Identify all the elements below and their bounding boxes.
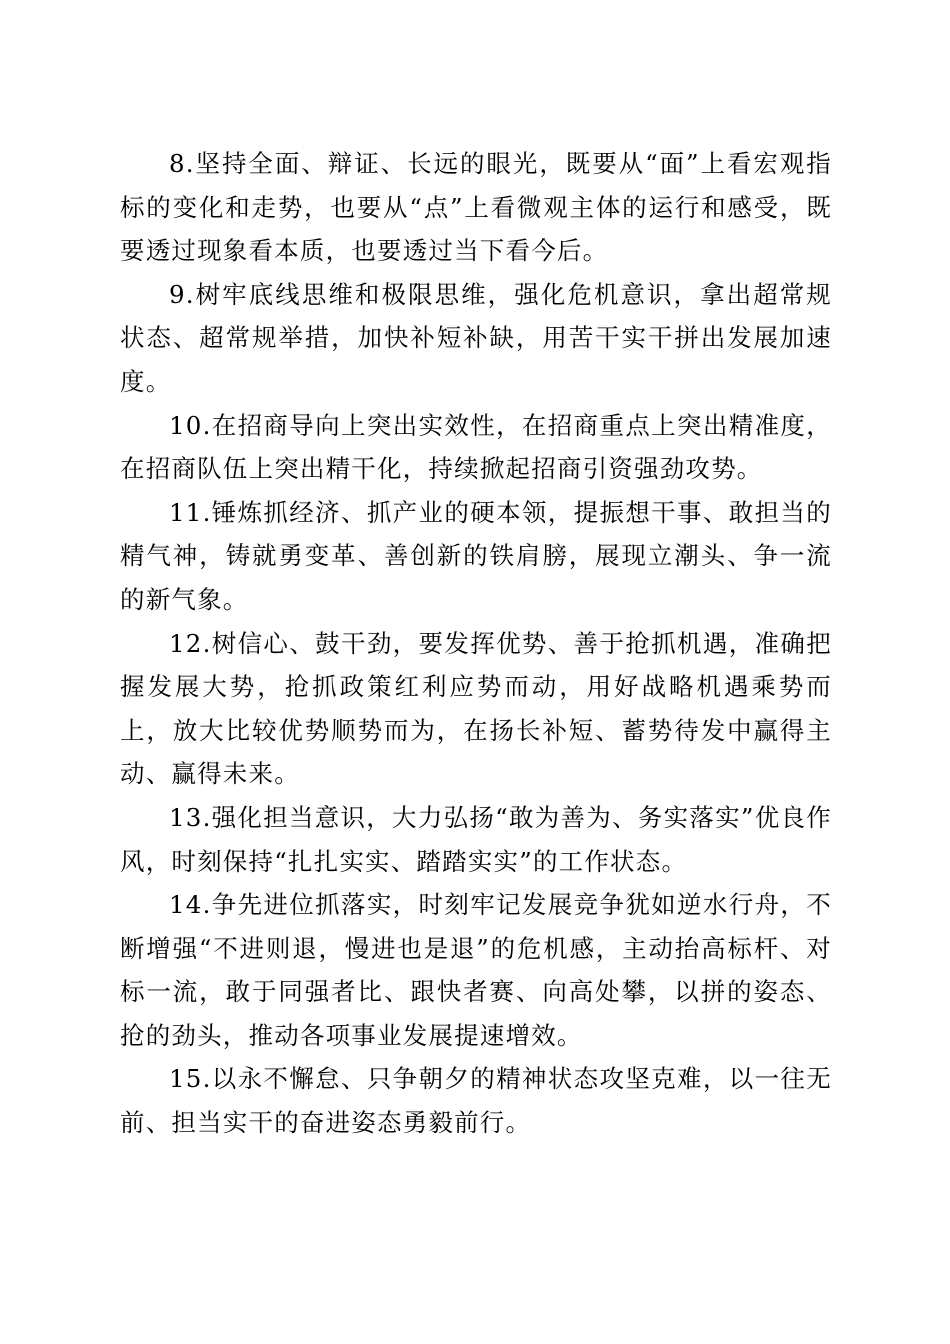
paragraph-item-9: 9.树牢底线思维和极限思维，强化危机意识，拿出超常规状态、超常规举措，加快补短补缺，用苦干实干拼出发展加速度。 bbox=[120, 279, 832, 396]
paragraph-item-13: 13.强化担当意识，大力弘扬“敢为善为、务实落实”优良作风，时刻保持“扎扎实实、踏踏实实”的工作状态。 bbox=[120, 802, 832, 876]
paragraph-item-8: 8.坚持全面、辩证、长远的眼光，既要从“面”上看宏观指标的变化和走势，也要从“点”上看微观主体的运行和感受，既要透过现象看本质，也要透过当下看今后。 bbox=[120, 149, 832, 266]
paragraph-item-14: 14.争先进位抓落实，时刻牢记发展竞争犹如逆水行舟，不断增强“不进则退，慢进也是退”的危机感，主动抬高标杆、对标一流，敢于同强者比、跟快者赛、向高处攀，以拼的姿态、抢的劲头，推动各项事业发展提速增效。 bbox=[120, 890, 832, 1050]
paragraph-item-15: 15.以永不懈怠、只争朝夕的精神状态攻坚克难，以一往无前、担当实干的奋进姿态勇毅前行。 bbox=[120, 1064, 832, 1138]
document-page bbox=[120, 142, 832, 1145]
paragraph-item-10: 10.在招商导向上突出实效性，在招商重点上突出精准度，在招商队伍上突出精干化，持续掀起招商引资强劲攻势。 bbox=[120, 410, 832, 484]
paragraph-item-11: 11.锤炼抓经济、抓产业的硬本领，提振想干事、敢担当的精气神，铸就勇变革、善创新的铁肩膀，展现立潮头、争一流的新气象。 bbox=[120, 497, 832, 614]
paragraph-item-12: 12.树信心、鼓干劲，要发挥优势、善于抢抓机遇，准确把握发展大势，抢抓政策红利应势而动，用好战略机遇乘势而上，放大比较优势顺势而为，在扬长补短、蓄势待发中赢得主动、赢得未来。 bbox=[120, 628, 832, 789]
